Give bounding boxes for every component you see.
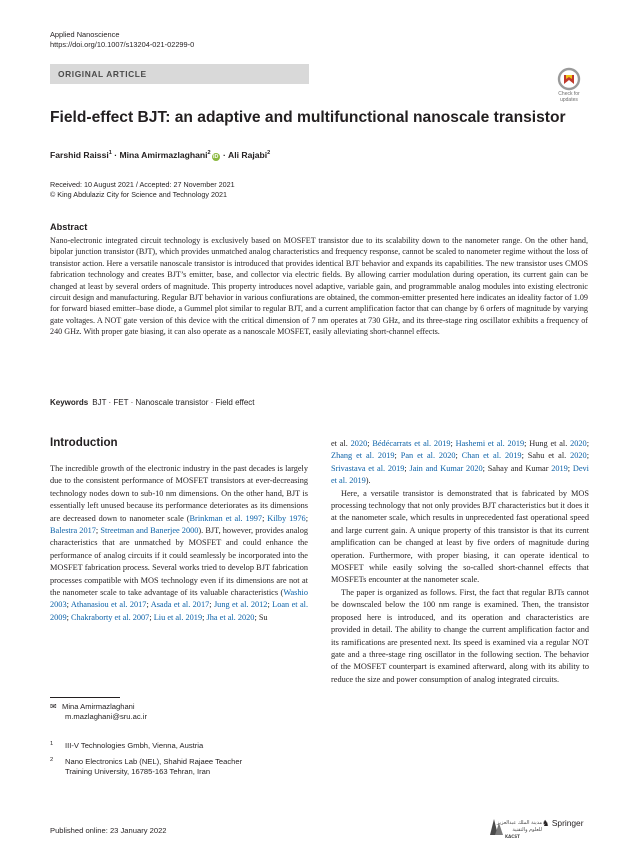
body-text: ). — [365, 476, 371, 486]
body-text: ; — [146, 600, 151, 610]
copyright-line: © King Abdulaziz City for Science and Technology 2021 — [50, 190, 227, 200]
citation-link[interactable]: Jain and Kumar 2020 — [409, 463, 483, 473]
author-name[interactable]: Ali Rajabi — [228, 150, 268, 160]
body-text: ; — [586, 439, 590, 448]
affiliation-text: III-V Technologies Gmbh, Vienna, Austria — [65, 741, 204, 750]
keywords-label: Keywords — [50, 398, 89, 407]
body-text: ; Su — [254, 612, 268, 622]
citation-link[interactable]: Asada et al. 2017 — [150, 600, 210, 610]
check-updates-line2: updates — [560, 97, 578, 102]
citation-link[interactable]: Athanasiou et al. 2017 — [70, 600, 147, 610]
orcid-icon[interactable]: iD — [212, 154, 219, 160]
springer-horse-icon: ♞ — [542, 818, 550, 828]
springer-logo — [542, 818, 584, 828]
introduction-heading: Introduction — [50, 436, 118, 449]
corresponding-email[interactable]: m.mazlaghani@sru.ac.ir — [65, 712, 147, 721]
received-accepted-dates: Received: 10 August 2021 / Accepted: 27 November 2021 — [50, 180, 235, 189]
body-text: ; — [262, 513, 268, 523]
footnote-rule — [50, 697, 120, 698]
keywords — [50, 398, 255, 407]
check-updates-icon — [551, 66, 587, 102]
body-text: ; — [404, 463, 410, 473]
article-dates — [50, 180, 235, 201]
body-text: ; — [367, 439, 373, 448]
paper-title: Field-effect BJT: an adaptive and multifunctional nanoscale transistor — [50, 109, 566, 126]
body-text: ; — [95, 526, 101, 536]
body-text: ; — [267, 600, 273, 610]
citation-link[interactable]: Balestra 2017 — [50, 526, 96, 536]
intro-paragraph-2: Here, a versatile transistor is demonstrated that is fabricated by MOS processing technology that not only provides BJT characteristics but it does it at the nanometer scale, which results in unprecedented fast operational speed and large current gain. A unique property of this transistor is that its current amplification can be changed at least by five orders of magnitude during operation. Furthermore, with proper biasing, it can operate identical to MOSFET while easily solving the so-called short-channel effects that MOSFETs encounter at the nanometer scale. — [331, 488, 589, 585]
citation-link[interactable]: Devi et al. 2019 — [331, 463, 589, 486]
body-text: ; Hung et al. — [524, 439, 571, 448]
check-updates-line1: Check for — [558, 91, 580, 97]
affiliation-1 — [50, 739, 203, 751]
abstract-text: Nano-electronic integrated circuit technology is exclusively based on MOSFET transistor due to its scalability down to the nanometer range. On the other hand, bipolar junction transistor (BJT), which provides unmatched analog characteristics and frequency response, cannot be scaled to nanometer regime without the loss of transistor action. Here a versatile nanoscale transistor is introduced that provides identical BJT behavior and expands its capabilities. The new transistor uses CMOS fabrication technology and creates BJT’s emitter, base, and collector via electric fields. By allowing carrier modulation during operation, its current gain can be changed at least by several orders of magnitude. This property introduces novel adaptive, variable gain, and programmable analog modules into existing electronic circuit design and manufacturing. Regular BJT behavior in various confiurations are obtained, the common-emitter presented here indicates an ideality factor of 1.09 for forward biased emitter–base diode, a Gummel plot similar to regular BJT, and a current amplification factor that can change by 6 orfers of magnitude by varying gate voltages. A NOT gate version of this device with the critical dimension of 7 nm operates at 730 GHz, and its three-stage ring oscillator exhibits a frequency of 240 GHz. With proper gate biasing, it can also operate as a nanoscale MOSFET, easily alleviating short-channel effects. — [50, 236, 588, 337]
affiliation-2 — [50, 755, 242, 777]
doi-link[interactable]: https://doi.org/10.1007/s13204-021-02299-0 — [50, 39, 195, 49]
author-name[interactable]: Mina Amirmazlaghani — [119, 150, 208, 160]
body-text: The incredible growth of the electronic industry in the past decades is largely due to the consistent performance of MOSFET transistors at ever-decreasing technology nodes down to sub-10 nm dimensions. On the other hand, BJT is essentially left unused because its performance deteriorates as its dimensions are decreased down to nanometer scale ( — [50, 464, 308, 523]
body-text: ; — [394, 451, 401, 461]
citation-link[interactable]: 2020 — [570, 451, 587, 461]
kacst-arabic-line1: مدينة الملك عبدالعزيز — [496, 820, 542, 826]
intro-paragraph-1 — [50, 463, 308, 624]
body-text: ; — [450, 439, 456, 448]
body-column-left — [50, 463, 308, 624]
body-text: ; — [209, 600, 214, 610]
affiliation-number: 1 — [50, 741, 54, 747]
envelope-icon: ✉ — [50, 702, 57, 711]
citation-link[interactable]: Washio 2003 — [50, 588, 308, 610]
author-affiliation-mark: 2 — [207, 150, 211, 157]
article-type-banner: ORIGINAL ARTICLE — [50, 64, 309, 84]
kacst-abbr: KACST — [505, 834, 520, 839]
kacst-logo — [488, 815, 544, 839]
author-affiliation-mark: 2 — [267, 150, 271, 157]
citation-link[interactable]: Zhang et al. 2019 — [331, 451, 395, 461]
springer-name: Springer — [551, 818, 584, 828]
citation-link[interactable]: Pan et al. 2020 — [400, 451, 456, 461]
kacst-logo-icon — [488, 815, 544, 839]
citation-link[interactable]: 2020 — [350, 439, 368, 448]
author-separator: · — [111, 150, 120, 160]
body-text: ; Sahu et al. — [521, 451, 571, 461]
affiliation-text: Nano Electronics Lab (NEL), Shahid Rajaee Teacher — [65, 757, 243, 766]
author-affiliation-mark: 1 — [108, 150, 112, 157]
keywords-list: BJT · FET · Nanoscale transistor · Field effect — [92, 398, 255, 407]
citation-link[interactable]: Kilby 1976 — [267, 513, 306, 523]
body-text: ). BJT, however, provides analog characteristics that are unmatched by MOSFET and could enhance the performance of analog circuits if it could seamlessly be incorporated into the MOSFET fabrication process. Several works tried to develop BJT fabrication processes compatible with MOS technology even if its dimensions are not at the nanometer scale to take advantage of its valuable characteristics ( — [50, 526, 309, 598]
journal-name: Applied Nanoscience — [50, 30, 120, 39]
citation-link[interactable]: Chakraborty et al. 2007 — [70, 612, 150, 622]
author-list — [50, 150, 270, 161]
citation-link[interactable]: Streetman and Banerjee 2000 — [100, 526, 199, 536]
corresponding-name: Mina Amirmazlaghani — [62, 702, 135, 711]
body-text: ; — [66, 600, 71, 610]
author-name[interactable]: Farshid Raissi — [50, 150, 109, 160]
body-text: ; — [567, 463, 573, 473]
citation-link[interactable]: Srivastava et al. 2019 — [331, 463, 405, 473]
corresponding-author — [50, 702, 147, 722]
body-text: ; — [586, 451, 589, 461]
body-text: ; Sahay and Kumar — [482, 463, 552, 473]
citation-link[interactable]: Jung et al. 2012 — [213, 600, 268, 610]
journal-header — [50, 30, 194, 49]
body-column-right — [331, 438, 589, 686]
kacst-arabic-line2: للعلوم والتقنية — [512, 827, 542, 833]
citation-link[interactable]: Loan et al. 2009 — [50, 600, 309, 622]
citation-link[interactable]: Liu et al. 2019 — [153, 612, 203, 622]
citation-link[interactable]: Chan et al. 2019 — [461, 451, 522, 461]
affiliation-text-line2: Training University, 16785-163 Tehran, Iran — [65, 767, 211, 776]
body-text: ; — [305, 513, 308, 523]
body-text: ; — [202, 612, 207, 622]
citation-link[interactable]: 2019 — [551, 463, 568, 473]
abstract-heading: Abstract — [50, 222, 88, 232]
intro-paragraph-1-continued — [331, 438, 589, 488]
author-separator: · — [220, 150, 228, 160]
citation-link[interactable]: 2020 — [570, 439, 587, 448]
citation-link[interactable]: Bédécarrats et al. 2019 — [372, 439, 451, 448]
affiliation-number: 2 — [50, 757, 54, 763]
body-text: ; — [455, 451, 462, 461]
body-text: et al. — [331, 439, 351, 448]
body-text: ; — [66, 612, 71, 622]
published-date: Published online: 23 January 2022 — [50, 826, 167, 835]
citation-link[interactable]: Jha et al. 2020 — [206, 612, 255, 622]
check-for-updates-badge[interactable] — [551, 66, 587, 102]
citation-link[interactable]: Brinkman et al. 1997 — [189, 513, 263, 523]
body-text: ; — [149, 612, 154, 622]
intro-paragraph-3: The paper is organized as follows. First, the fact that regular BJTs cannot be downscaled below the 100 nm range is examined. Then, the transistor proposed here is introduced, and its operation and characteristics are provided in detail. The ability to change the current amplification factor and its ramifications are presented next. Its speed is examined via a regular NOT gate and a three-stage ring oscillator in the following section. The behavior of the MOSFET counterpart is examined afterward, along with its ability to reduce the size and power consumption of analog integrated circuits. — [331, 587, 589, 684]
citation-link[interactable]: Hashemi et al. 2019 — [455, 439, 525, 448]
